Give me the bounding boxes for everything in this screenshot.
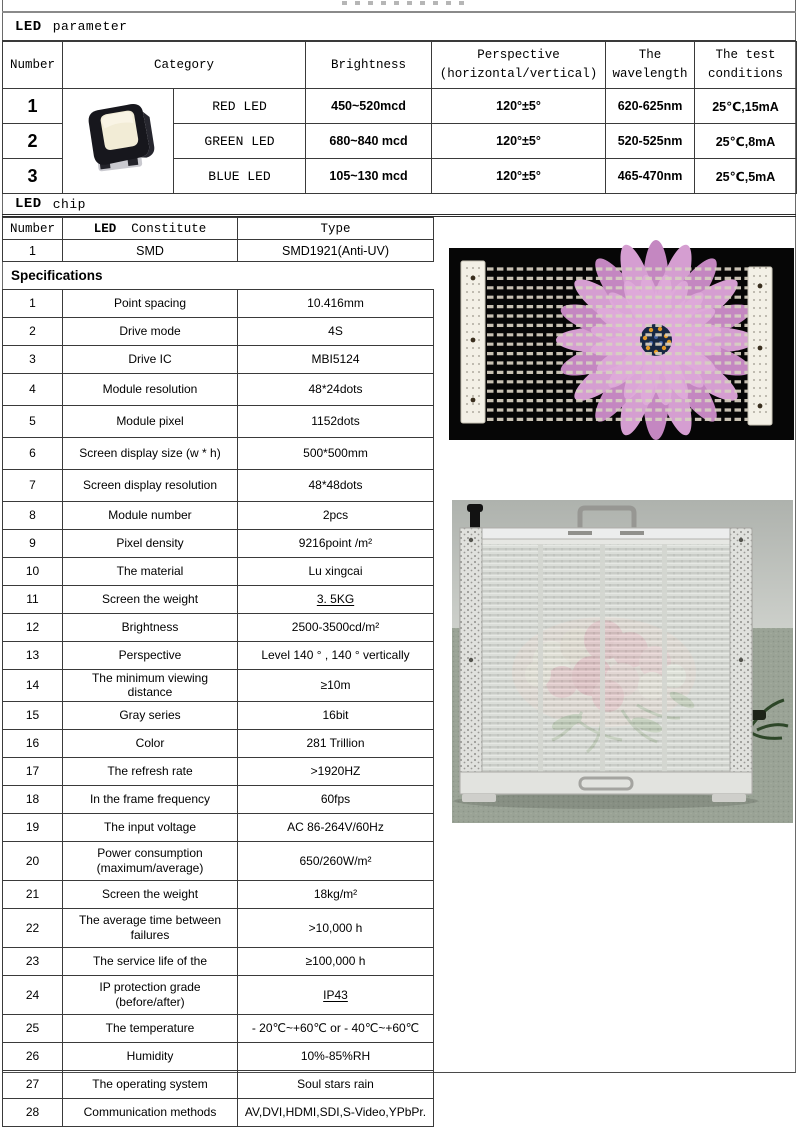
led-chip-section-title (2, 194, 796, 217)
spec-row-number: 28 (3, 1098, 63, 1126)
spec-row-value (238, 1014, 434, 1042)
specifications-rows (3, 290, 434, 1127)
spec-row (3, 642, 434, 670)
spec-row (3, 841, 434, 880)
spec-row (3, 670, 434, 702)
spec-row-number: 4 (3, 374, 63, 406)
test-line2: conditions (708, 67, 784, 81)
spec-row-number: 18 (3, 785, 63, 813)
spec-value-text: ≥100,000 h (305, 954, 366, 969)
spec-row-label: The average time between failures (63, 908, 238, 947)
spec-row-label: Color (63, 729, 238, 757)
spec-value-text: 10%-85%RH (300, 1049, 371, 1064)
spec-row-number: 20 (3, 841, 63, 880)
spec-value-text: 2pcs (322, 508, 349, 523)
spec-value-text: 500*500mm (303, 446, 368, 461)
spec-row-value (238, 947, 434, 975)
spec-row-number: 3 (3, 346, 63, 374)
chip-header-row (3, 218, 434, 240)
spec-value-text: 3. 5KG (316, 592, 355, 607)
spec-row (3, 318, 434, 346)
spec-row-value (238, 813, 434, 841)
spec-row-value (238, 374, 434, 406)
spec-row (3, 880, 434, 908)
chip-col-constitute (63, 218, 238, 240)
led-parameter-section-title (2, 13, 796, 41)
chip-type: SMD1921(Anti-UV) (238, 240, 434, 262)
spec-row-value (238, 975, 434, 1014)
spec-row-label: Module number (63, 502, 238, 530)
spec-row-value (238, 406, 434, 438)
spec-row-value (238, 908, 434, 947)
smd-led-photo-cell (63, 89, 174, 194)
spec-row-label: Gray series (63, 701, 238, 729)
param-wavelength: 620-625nm (606, 89, 695, 124)
spec-row-label: Perspective (63, 642, 238, 670)
spec-row-label: The operating system (63, 1070, 238, 1098)
spec-row (3, 374, 434, 406)
spec-row (3, 947, 434, 975)
spec-row (3, 729, 434, 757)
spec-row-label: The material (63, 558, 238, 586)
spec-row-value (238, 785, 434, 813)
col-category: Category (63, 42, 306, 89)
section-title-bold: LED (15, 196, 42, 212)
spec-row-value (238, 642, 434, 670)
col-wavelength (606, 42, 695, 89)
spec-row-label: Screen display resolution (63, 470, 238, 502)
spec-row-value (238, 558, 434, 586)
spec-value-text: 1152dots (311, 414, 360, 429)
spec-row-value (238, 1042, 434, 1070)
spec-row (3, 586, 434, 614)
spec-row-value (238, 470, 434, 502)
spec-row-number: 9 (3, 530, 63, 558)
spec-row-value (238, 701, 434, 729)
spec-row (3, 470, 434, 502)
spec-value-text: - 20℃~+60℃ or - 40℃~+60℃ (251, 1021, 420, 1036)
param-test: 25℃,15mA (695, 89, 797, 124)
spec-row (3, 757, 434, 785)
spec-row-number: 5 (3, 406, 63, 438)
spec-row-number: 12 (3, 614, 63, 642)
spec-row-number: 24 (3, 975, 63, 1014)
param-brightness: 450~520mcd (306, 89, 432, 124)
spec-value-text: IP43 (323, 987, 348, 1002)
spec-row-value (238, 614, 434, 642)
spec-row-value (238, 586, 434, 614)
spec-row-label: The input voltage (63, 813, 238, 841)
wavelength-line1: The (638, 48, 662, 63)
param-perspective: 120°±5° (432, 159, 606, 194)
spec-row (3, 701, 434, 729)
spec-row-number: 25 (3, 1014, 63, 1042)
specifications-title: Specifications (11, 268, 103, 283)
spec-row-value (238, 729, 434, 757)
param-header-row (3, 42, 797, 89)
spec-value-text: 281 Trillion (306, 736, 365, 751)
spec-value-text: ≥10m (320, 678, 351, 693)
spec-row-value (238, 318, 434, 346)
spec-row-value (238, 438, 434, 470)
spec-value-text: 2500-3500cd/m² (291, 620, 380, 635)
spec-row (3, 1098, 434, 1126)
spec-row-label: Module resolution (63, 374, 238, 406)
spec-value-text: 60fps (320, 792, 351, 807)
col-perspective (432, 42, 606, 89)
spec-row-number: 7 (3, 470, 63, 502)
spec-row-label: Humidity (63, 1042, 238, 1070)
spec-row (3, 785, 434, 813)
smd-led-chip-photo (73, 97, 163, 181)
spec-row-value (238, 841, 434, 880)
spec-row-value (238, 346, 434, 374)
col-brightness: Brightness (306, 42, 432, 89)
spec-row-label: Point spacing (63, 290, 238, 318)
spec-value-text: Lu xingcai (308, 564, 363, 579)
spec-row-label: Communication methods (63, 1098, 238, 1126)
param-brightness: 105~130 mcd (306, 159, 432, 194)
test-line1: The test (715, 48, 776, 63)
spec-row-number: 13 (3, 642, 63, 670)
spec-value-text: 4S (328, 324, 343, 339)
clipped-title-fragment (342, 1, 468, 5)
spec-value-text: 48*48dots (308, 478, 363, 493)
spec-row-label: The refresh rate (63, 757, 238, 785)
spec-row (3, 406, 434, 438)
col-number: Number (3, 42, 63, 89)
spec-value-text: >10,000 h (308, 920, 363, 935)
spec-row (3, 1042, 434, 1070)
param-category: RED LED (174, 89, 306, 124)
spec-row-value (238, 880, 434, 908)
param-wavelength: 520-525nm (606, 124, 695, 159)
spec-value-text: 16bit (322, 708, 349, 723)
spec-row-label: Drive mode (63, 318, 238, 346)
spec-row-number: 8 (3, 502, 63, 530)
spec-row-number: 11 (3, 586, 63, 614)
spec-row-number: 23 (3, 947, 63, 975)
spec-value-text: AV,DVI,HDMI,SDI,S-Video,YPbPr. (244, 1105, 427, 1120)
param-row-red (3, 89, 797, 124)
spec-row (3, 614, 434, 642)
flower-display-photo (449, 248, 794, 440)
spec-row-value (238, 530, 434, 558)
spec-row (3, 975, 434, 1014)
spec-row-label: Pixel density (63, 530, 238, 558)
spec-row-label: Screen the weight (63, 586, 238, 614)
spec-row-number: 10 (3, 558, 63, 586)
spec-row-value (238, 670, 434, 702)
spec-row-label: Screen display size (w * h) (63, 438, 238, 470)
spec-value-text: 10.416mm (307, 296, 364, 311)
led-parameter-table (2, 41, 797, 194)
spec-row-label: In the frame frequency (63, 785, 238, 813)
panel-display-photo (452, 500, 793, 823)
spec-row-value (238, 502, 434, 530)
panel-mesh-strips (482, 544, 730, 772)
param-number: 2 (3, 124, 63, 159)
spec-value-text: MBI5124 (311, 352, 360, 367)
spec-row-number: 15 (3, 701, 63, 729)
param-category: GREEN LED (174, 124, 306, 159)
spec-value-text: 18kg/m² (313, 887, 358, 902)
chip-number: 1 (3, 240, 63, 262)
param-wavelength: 465-470nm (606, 159, 695, 194)
chip-constitute: SMD (63, 240, 238, 262)
spec-value-text: 9216point /m² (298, 536, 373, 551)
section-title-rest: chip (52, 196, 86, 212)
constitute-rest: Constitute (131, 221, 207, 236)
param-category: BLUE LED (174, 159, 306, 194)
led-chip-table (2, 217, 434, 262)
spec-row-number: 1 (3, 290, 63, 318)
spec-row-label: The temperature (63, 1014, 238, 1042)
spec-row-label: The service life of the (63, 947, 238, 975)
param-perspective: 120°±5° (432, 89, 606, 124)
spec-row-number: 14 (3, 670, 63, 702)
spec-row-number: 26 (3, 1042, 63, 1070)
spec-value-text: Level 140 ° , 140 ° vertically (261, 648, 410, 663)
chip-col-number: Number (3, 218, 63, 240)
spec-row-number: 27 (3, 1070, 63, 1098)
param-number: 3 (3, 159, 63, 194)
spec-row-number: 21 (3, 880, 63, 908)
spec-value-text: 48*24dots (308, 382, 363, 397)
spec-row-value (238, 757, 434, 785)
spec-row-label: Power consumption (maximum/average) (63, 841, 238, 880)
spec-row-number: 17 (3, 757, 63, 785)
spec-row-value (238, 1098, 434, 1126)
spec-row (3, 813, 434, 841)
wavelength-line2: wavelength (612, 67, 688, 81)
param-number: 1 (3, 89, 63, 124)
spec-row (3, 1070, 434, 1098)
param-test: 25℃,8mA (695, 124, 797, 159)
section-title-bold: LED (15, 18, 42, 35)
spec-row-number: 2 (3, 318, 63, 346)
specifications-table (2, 289, 434, 1127)
perspective-line1: Perspective (477, 48, 560, 63)
section-title-rest: parameter (52, 19, 128, 34)
chip-data-row (3, 240, 434, 262)
spec-row-label: Drive IC (63, 346, 238, 374)
spec-row (3, 558, 434, 586)
spec-row (3, 290, 434, 318)
led-panel-frame (460, 528, 752, 802)
col-test-conditions (695, 42, 797, 89)
spec-row-label: The minimum viewing distance (63, 670, 238, 702)
spec-row (3, 502, 434, 530)
spec-row-number: 19 (3, 813, 63, 841)
perspective-line2: (horizontal/vertical) (439, 67, 598, 81)
param-brightness: 680~840 mcd (306, 124, 432, 159)
constitute-bold: LED (93, 221, 117, 236)
spec-row-label: Brightness (63, 614, 238, 642)
spec-row-value (238, 1070, 434, 1098)
param-test: 25℃,5mA (695, 159, 797, 194)
spec-row-label: Module pixel (63, 406, 238, 438)
spec-row (3, 908, 434, 947)
spec-row-number: 16 (3, 729, 63, 757)
left-pcb-bar (461, 261, 485, 423)
spec-value-text: AC 86-264V/60Hz (287, 820, 384, 835)
spec-row (3, 530, 434, 558)
spec-row-value (238, 290, 434, 318)
spec-row-label: IP protection grade (before/after) (63, 975, 238, 1014)
spec-value-text: Soul stars rain (297, 1077, 374, 1092)
spec-row (3, 346, 434, 374)
spec-value-text: >1920HZ (310, 764, 361, 779)
spec-row-label: Screen the weight (63, 880, 238, 908)
spec-row (3, 1014, 434, 1042)
right-pcb-bar (748, 267, 772, 425)
spec-value-text: 650/260W/m² (299, 853, 372, 868)
chip-col-type: Type (238, 218, 434, 240)
param-perspective: 120°±5° (432, 124, 606, 159)
spec-row-number: 6 (3, 438, 63, 470)
spec-row-number: 22 (3, 908, 63, 947)
spec-row (3, 438, 434, 470)
